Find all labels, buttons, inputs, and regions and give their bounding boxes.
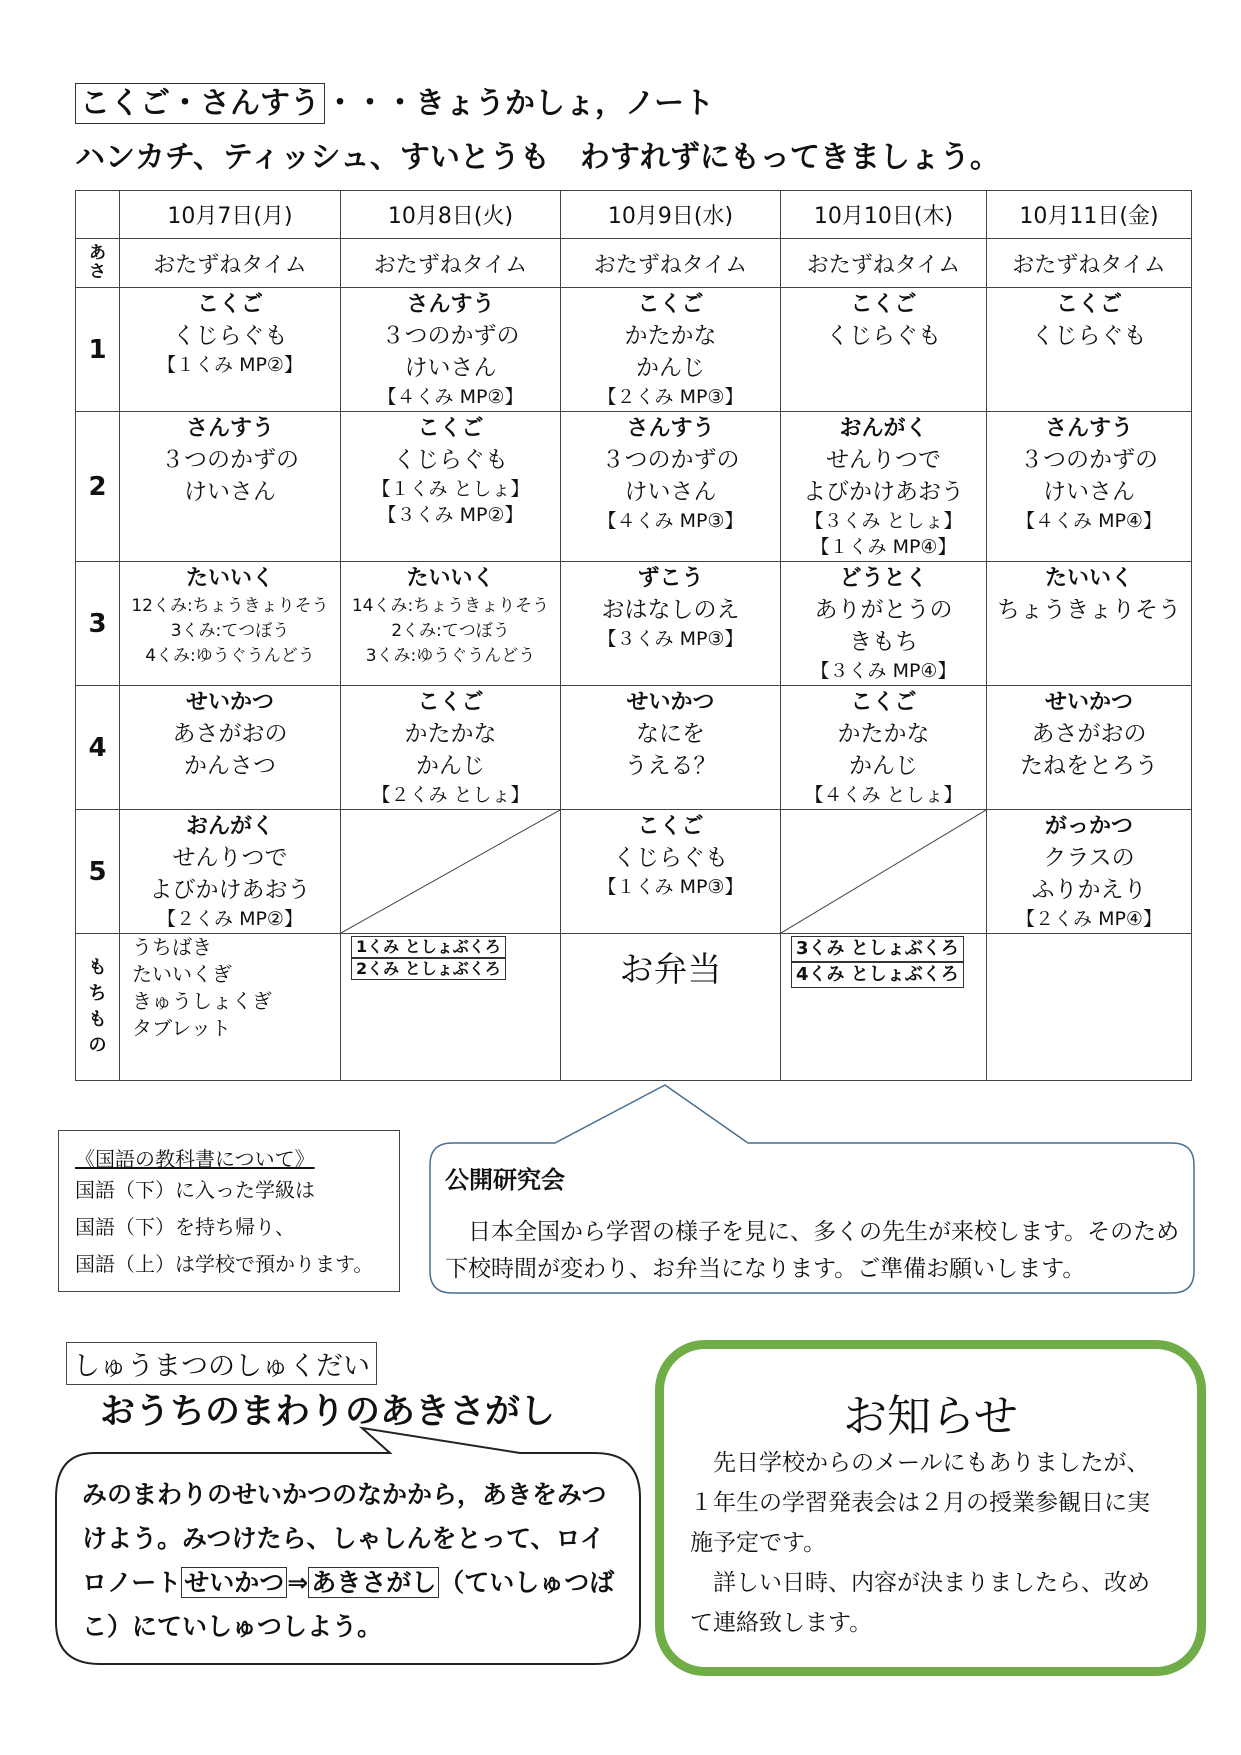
lesson-topic: かたかな (404, 721, 497, 747)
subject-name: せいかつ (626, 690, 715, 715)
period-label: 3 (76, 562, 120, 686)
subject-name: こくご (850, 690, 917, 715)
subject-name: こくご (1055, 292, 1122, 317)
lesson-topic: かんさつ (184, 753, 276, 779)
subject-name: どうとく (839, 566, 928, 591)
day-header: 10月10日(木) (781, 191, 987, 239)
lesson-note: 【２くみ MP③】 (597, 386, 744, 408)
lesson-topic: けいさん (1043, 479, 1135, 505)
subject-name: ずこう (637, 566, 704, 591)
subject-name: たいいく (185, 566, 274, 591)
lesson-topic: ちょうきょりそう (997, 597, 1181, 623)
lesson-topic: かたかな (837, 721, 930, 747)
lesson-note: 【１くみ MP②】 (157, 354, 303, 376)
subject-name: さんすう (1044, 416, 1133, 441)
subject-name: さんすう (406, 292, 495, 317)
library-bag-tag: 1くみ としょぶくろ (351, 936, 506, 958)
reminder-line: ハンカチ、ティッシュ、すいとうも わすれずにもってきましょう。 (75, 140, 1000, 175)
textbook-notice-line: 国語（下）に入った学級は (75, 1178, 315, 1202)
lesson-note: 【４くみ MP③】 (597, 510, 744, 532)
arrow-icon: ⇒ (287, 1568, 309, 1597)
lesson-topic: くじらぐも (613, 845, 728, 871)
lesson-topic: けいさん (624, 479, 717, 505)
subject-name: せいかつ (1044, 690, 1133, 715)
lesson-topic: ３つのかずの (161, 447, 299, 473)
day-header: 10月11日(金) (987, 191, 1192, 239)
lesson-topic: ３つのかずの (1020, 447, 1158, 473)
mochimono-item: たいいくぎ (132, 962, 232, 986)
asa-cell: おたずねタイム (561, 239, 781, 288)
asa-label: あ さ (76, 239, 120, 288)
lesson-topic: ３つのかずの (601, 447, 740, 473)
lesson-detail: 3くみ:てつぼう (170, 621, 290, 641)
lesson-topic: ありがとうの (814, 597, 953, 623)
subject-name: たいいく (406, 566, 495, 591)
lesson-topic: あさがおの (1031, 721, 1147, 747)
lesson-detail: 4くみ:ゆうぐうんどう (145, 646, 315, 666)
notice-paragraph: 詳しい日時、内容が決まりましたら、改めて連絡致します。 (690, 1570, 1150, 1636)
lesson-note: 【２くみ MP②】 (157, 908, 303, 930)
lesson-topic: きもち (849, 629, 918, 655)
lesson-topic: よびかけあおう (803, 479, 964, 505)
library-bag-tag: 4くみ としょぶくろ (791, 962, 964, 988)
subject-name: おんがく (839, 416, 928, 441)
boxed-subjects: こくご・さんすう (75, 83, 325, 124)
period-label: 1 (76, 288, 120, 412)
subject-name: こくご (417, 690, 484, 715)
lesson-note: 【４くみ MP④】 (1016, 510, 1162, 532)
subject-name: こくご (417, 416, 484, 441)
lesson-topic: かんじ (416, 753, 485, 779)
lesson-note: 【１くみ としょ】 (371, 478, 530, 500)
period-label: 5 (76, 810, 120, 934)
asa-cell: おたずねタイム (781, 239, 987, 288)
lesson-topic: かんじ (849, 753, 918, 779)
subject-name: さんすう (626, 416, 715, 441)
lesson-topic: せんりつで (826, 447, 941, 473)
subject-name: こくご (637, 814, 704, 839)
day-header: 10月9日(水) (561, 191, 781, 239)
lesson-topic: よびかけあおう (149, 877, 311, 903)
lesson-detail: 3くみ:ゆうぐうんどう (365, 646, 536, 666)
notice-paragraph: 先日学校からのメールにもありましたが、１年生の学習発表会は２月の授業参観日に実施予定です。 (690, 1450, 1150, 1556)
lesson-note: 【３くみ MP④】 (810, 660, 957, 682)
period-label: 2 (76, 412, 120, 562)
homework-box-akisagashi: あきさがし (308, 1567, 439, 1598)
subject-name: こくご (850, 292, 917, 317)
lesson-note: 【４くみ MP②】 (377, 386, 524, 408)
subject-name: おんがく (185, 814, 274, 839)
textbook-notice-line: 国語（上）は学校で預かります。 (75, 1252, 374, 1276)
lesson-topic: くじらぐも (826, 323, 941, 349)
subject-name: たいいく (1044, 566, 1133, 591)
homework-title: おうちのまわりのあきさがし (100, 1392, 556, 1432)
mochimono-label: も ち も の (76, 934, 120, 1081)
lesson-topic: くじらぐも (1031, 323, 1147, 349)
lesson-topic: かんじ (636, 355, 705, 381)
period-label: 4 (76, 686, 120, 810)
lesson-topic: なにを (636, 721, 705, 747)
research-body: 日本全国から学習の様子を見に、多くの先生が来校します。そのため下校時間が変わり、お弁当になります。ご準備お願いします。 (445, 1219, 1180, 1282)
research-title: 公開研究会 (445, 1166, 565, 1194)
subject-name: せいかつ (185, 690, 274, 715)
homework-body (82, 1473, 622, 1649)
mochimono-item: タブレット (132, 1016, 231, 1040)
lesson-topic: ３つのかずの (381, 323, 520, 349)
lesson-note: 【１くみ MP③】 (597, 876, 744, 898)
lesson-note: 【４くみ としょ】 (804, 784, 963, 806)
lesson-topic: くじらぐも (172, 323, 288, 349)
subject-name: こくご (637, 292, 704, 317)
lesson-topic: あさがおの (172, 721, 288, 747)
lesson-note: 【２くみ MP④】 (1016, 908, 1162, 930)
lesson-topic: ふりかえり (1031, 877, 1147, 903)
lesson-detail: 12くみ:ちょうきょりそう (131, 596, 329, 616)
lesson-topic: おはなしのえ (601, 597, 740, 623)
lesson-topic: たねをとろう (1020, 753, 1158, 779)
lesson-topic: けいさん (184, 479, 276, 505)
subject-name: さんすう (185, 416, 274, 441)
subject-name: がっかつ (1044, 814, 1133, 839)
lesson-note: 【３くみ MP③】 (597, 628, 744, 650)
lesson-detail: 14くみ:ちょうきょりそう (351, 596, 550, 616)
lesson-note: 【３くみ としょ】 (804, 510, 963, 532)
asa-cell: おたずねタイム (987, 239, 1192, 288)
day-header: 10月8日(火) (341, 191, 561, 239)
lesson-topic: けいさん (404, 355, 497, 381)
lesson-note: 【１くみ MP④】 (810, 536, 957, 558)
asa-cell: おたずねタイム (341, 239, 561, 288)
lesson-note: 【２くみ としょ】 (371, 784, 530, 806)
mochimono-item: きゅうしょくぎ (132, 989, 272, 1013)
homework-text: みのまわりのせいかつのなかから，あきをみつけよう。みつけたら、しゃしんをとって、ロイロノート (82, 1480, 607, 1597)
library-bag-tag: 3くみ としょぶくろ (791, 936, 964, 962)
lesson-topic: くじらぐも (393, 447, 508, 473)
lesson-detail: 2くみ:てつぼう (391, 621, 510, 641)
mochimono-item: うちばき (132, 935, 212, 959)
lesson-note: 【３くみ MP②】 (377, 504, 524, 526)
notice-title: お知らせ (843, 1391, 1018, 1442)
lesson-topic: クラスの (1043, 845, 1135, 871)
homework-text: （ていしゅつばこ）にていしゅつしよう。 (82, 1568, 615, 1641)
subject-name: こくご (196, 292, 263, 317)
library-bag-tag: 2くみ としょぶくろ (351, 958, 506, 980)
lesson-topic: せんりつで (172, 845, 288, 871)
bento-text: お弁当 (619, 950, 722, 990)
lesson-topic: うえる？ (624, 753, 717, 779)
textbook-notice-heading: 《国語の教科書について》 (75, 1147, 315, 1171)
homework-label: しゅうまつのしゅくだい (66, 1342, 377, 1385)
notice-body (690, 1443, 1170, 1643)
items-text: ・・・きょうかしょ，ノート (325, 86, 715, 121)
lesson-topic: かたかな (624, 323, 717, 349)
day-header: 10月7日(月) (120, 191, 341, 239)
asa-cell: おたずねタイム (120, 239, 341, 288)
textbook-notice-line: 国語（下）を持ち帰り、 (75, 1215, 295, 1239)
homework-box-seikatsu: せいかつ (181, 1567, 287, 1598)
